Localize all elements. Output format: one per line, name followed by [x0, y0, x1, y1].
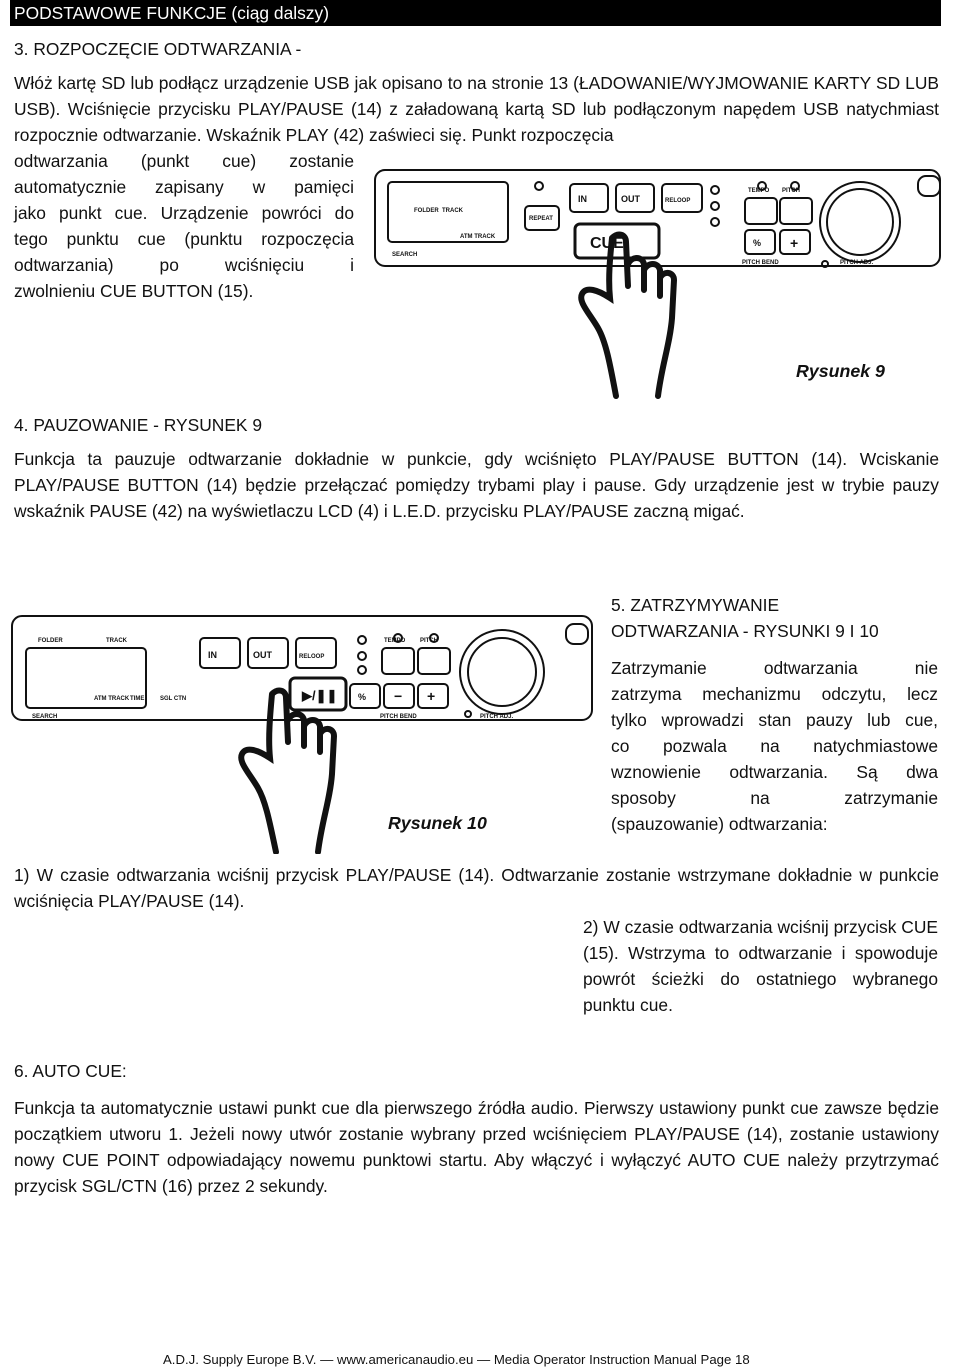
- section3-line: odtwarzania (punkt cue) zostanie: [14, 151, 354, 171]
- section5-body-line: co pozwala na natychmiastowe: [611, 736, 938, 756]
- section3-line: automatycznie zapisany w pamięci: [14, 177, 354, 197]
- label-minus: −: [394, 688, 403, 704]
- header-bar: [10, 0, 941, 26]
- section5-item2: 2) W czasie odtwarzania wciśnij przycisk CUE (15). Wstrzyma to odtwarzanie i spowoduje powrót ścieżki do ostatniego wybranego punktu cue.: [583, 917, 938, 1015]
- label-pitch-adj: PITCH ADJ.: [840, 260, 874, 266]
- label-folder: FOLDER: [38, 638, 63, 644]
- section4-body: Funkcja ta pauzuje odtwarzanie dokładnie w punkcie, gdy wciśnięto PLAY/PAUSE BUTTON (14). Wciskanie PLAY/PAUSE BUTTON (14) będzie przełączać pomiędzy trybami play i pause. Gdy urządzenie jest w trybie pauzy wskaźnik PAUSE (42) na wyświetlaczu LCD (4) i L.E.D. przycisku PLAY/PAUSE zaczną migać.: [14, 449, 939, 521]
- label-plus: +: [427, 688, 436, 704]
- label-atm-track: ATM TRACK: [94, 696, 130, 702]
- label-pitch-bend: PITCH BEND: [380, 714, 417, 720]
- section5-body-line: zatrzyma mechanizmu odczytu, lecz: [611, 684, 938, 704]
- label-in: IN: [208, 650, 217, 660]
- page-footer: A.D.J. Supply Europe B.V. — www.americanaudio.eu — Media Operator Instruction Manual Page 18: [163, 1352, 750, 1367]
- header-title: PODSTAWOWE FUNKCJE (ciąg dalszy): [14, 3, 329, 23]
- label-pitch-adj: PITCH ADJ.: [480, 714, 514, 720]
- label-in: IN: [578, 194, 587, 204]
- section5-body-line: tylko wprowadzi stan pauzy lub cue,: [611, 710, 938, 730]
- label-out: OUT: [621, 194, 640, 204]
- label-tempo: TEMPO: [384, 638, 406, 644]
- section6-body: Funkcja ta automatycznie ustawi punkt cue dla pierwszego źródła audio. Pierwszy ustawiony punkt cue zawsze będzie początkiem utworu 1. Jeżeli nowy utwór zostanie wybrany przed wciśnięciem PLAY/PAUSE (14), zostanie ustawiony nowy CUE POINT odpowiadający nowemu punktowi startu. Aby włączyć i wyłączyć AUTO CUE należy przytrzymać przycisk SGL/CTN (16) przez 2 sekundy.: [14, 1098, 939, 1196]
- label-sgl-ctn: SGL CTN: [160, 696, 187, 702]
- label-reloop: RELOOP: [299, 654, 325, 660]
- label-track: TRACK: [442, 208, 463, 214]
- figure-9-caption: Rysunek 9: [796, 361, 885, 381]
- figure-10-device-illustration: [10, 612, 596, 854]
- section3-line: jako punkt cue. Urządzenie powróci do: [14, 203, 354, 223]
- label-repeat: REPEAT: [529, 216, 553, 222]
- label-plus: +: [790, 235, 799, 251]
- label-folder: FOLDER: [414, 208, 439, 214]
- section5-heading-line1: 5. ZATRZYMYWANIE: [611, 595, 780, 615]
- section5-body-line: wznowienie odtwarzania. Są dwa: [611, 762, 938, 782]
- section3-wrap-text: [14, 148, 354, 304]
- section3-line: tego punktu cue (punktu rozpoczęcia: [14, 229, 354, 249]
- label-reloop: RELOOP: [665, 198, 691, 204]
- label-pitch: PITCH: [782, 188, 800, 194]
- section5-heading-line2: ODTWARZANIA - RYSUNKI 9 I 10: [611, 621, 879, 641]
- label-percent: %: [358, 692, 367, 702]
- section3-intro: Włóż kartę SD lub podłącz urządzenie USB jak opisano to na stronie 13 (ŁADOWANIE/WYJMOWANIE KARTY SD LUB USB). Wciśnięcie przycisku PLAY/PAUSE (14) z załadowaną kartą SD lub podłączonym napędem USB natychmiast rozpocznie odtwarzanie. Wskaźnik PLAY (42) zaświeci się. Punkt rozpoczęcia: [14, 73, 939, 145]
- label-out: OUT: [253, 650, 272, 660]
- label-pitch-bend: PITCH BEND: [742, 260, 779, 266]
- section3-line: zwolnieniu CUE BUTTON (15).: [14, 281, 254, 301]
- section4-heading: 4. PAUZOWANIE - RYSUNEK 9: [14, 415, 263, 435]
- section5-body-line: sposoby na zatrzymanie: [611, 788, 938, 808]
- label-search: SEARCH: [32, 714, 58, 720]
- label-atm-track: ATM TRACK: [460, 234, 496, 240]
- label-play-pause: ▶/❚❚: [302, 688, 338, 703]
- section5-body-line: Zatrzymanie odtwarzania nie: [611, 658, 938, 678]
- label-track: TRACK: [106, 638, 127, 644]
- figure-10-caption: Rysunek 10: [388, 813, 487, 833]
- label-search: SEARCH: [392, 252, 418, 258]
- section3-heading: 3. ROZPOCZĘCIE ODTWARZANIA -: [14, 39, 302, 59]
- label-cue: CUE: [590, 235, 624, 252]
- label-pitch: PITCH: [420, 638, 438, 644]
- section5-column: [611, 592, 938, 837]
- section5-item1: 1) W czasie odtwarzania wciśnij przycisk PLAY/PAUSE (14). Odtwarzanie zostanie wstrzymane dokładnie w punkcie wciśnięcia PLAY/PAUSE (14).: [14, 865, 939, 911]
- section6-heading: 6. AUTO CUE:: [14, 1061, 127, 1081]
- section5-body-line: (spauzowanie) odtwarzania:: [611, 814, 828, 834]
- label-percent: %: [753, 238, 762, 248]
- section3-line: odtwarzania) po wciśnięciu i: [14, 255, 354, 275]
- label-tempo: TEMPO: [748, 188, 770, 194]
- label-time: TIME: [130, 696, 145, 702]
